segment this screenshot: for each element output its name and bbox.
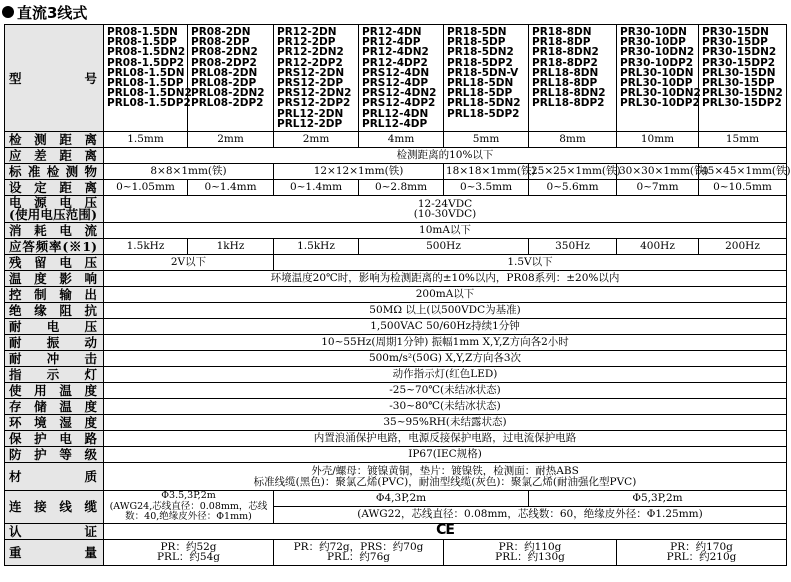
temp-effect-value: 环境温度20℃时，影响为检测距离的±10%以内，PR08系列：±20%以内 [104, 271, 787, 287]
label-detect-dist: 检测距离 [5, 132, 104, 148]
ce-mark-icon: CE [436, 522, 454, 539]
model-cell: PR18-8DN PR18-8DP PR18-8DN2 PR18-8DP2 PRL18-8DN PRL18-8DP PRL18-8DN2 PRL18-8DP2 [529, 25, 617, 132]
vibration-value: 10~55Hz(周期1分钟) 振幅1mm X,Y,Z方向各2小时 [104, 335, 787, 351]
detect-dist-cell: 2mm [188, 132, 274, 148]
weight-cell: PR：约110g PRL：约130g [444, 539, 617, 565]
set-dist-cell: 0~1.4mm [274, 180, 359, 196]
row-material [5, 463, 787, 491]
label-hysteresis: 应差距离 [5, 148, 104, 164]
model-cell: PR12-2DN PR12-2DP PR12-2DN2 PR12-2DP2 PRS12-2DN PRS12-2DP PRS12-2DN2 PRS12-2DP2 PRL12-2DN PRL12-2DP [274, 25, 359, 132]
detect-dist-cell: 8mm [529, 132, 617, 148]
row-cable-top [5, 491, 787, 507]
model-cell: PR30-10DN PR30-10DP PR30-10DN2 PR30-10DP2 PRL30-10DN PRL30-10DP PRL30-10DN2 PRL30-10DP2 [617, 25, 699, 132]
detect-dist-cell: 10mm [617, 132, 699, 148]
row-vibration [5, 335, 787, 351]
label-power-voltage-main: 电源电压 [9, 195, 97, 211]
cable-cell-b: Φ4,3P,2m [274, 491, 529, 507]
std-target-cell: 25×25×1mm(铁) [529, 164, 617, 180]
label-response: 应答频率(※1) [5, 239, 104, 255]
spec-table [4, 24, 791, 566]
residual-cell: 2V以下 [104, 255, 274, 271]
row-std-target [5, 164, 787, 180]
control-output-value: 200mA以下 [104, 287, 787, 303]
cable-cell-bc: (AWG22，芯线直径：0.08mm，芯线数：60，绝缘皮外径：Φ1.25mm) [274, 506, 787, 523]
hysteresis-value: 检测距离的10%以下 [104, 148, 787, 164]
row-weight [5, 539, 787, 565]
cable-cell-a: Φ3.5,3P,2m (AWG24,芯线直径：0.08mm，芯线 数：40,绝缘皮外径：Φ1mm) [104, 491, 274, 524]
detect-dist-cell: 2mm [274, 132, 359, 148]
label-storage-temp: 存储温度 [5, 399, 104, 415]
row-hysteresis [5, 148, 787, 164]
response-cell: 1kHz [188, 239, 274, 255]
detect-dist-cell: 1.5mm [104, 132, 188, 148]
row-model [5, 25, 787, 132]
weight-cell: PR：约72g，PRS：约70g PRL：约76g [274, 539, 444, 565]
row-cert [5, 523, 787, 539]
label-power-voltage-sub: (使用电压范围) [9, 207, 97, 223]
cert-value [104, 523, 787, 539]
row-withstand-voltage [5, 319, 787, 335]
label-control-output: 控制输出 [5, 287, 104, 303]
row-env-humidity [5, 415, 787, 431]
row-insulation [5, 303, 787, 319]
row-current [5, 223, 787, 239]
weight-cell: PR：约170g PRL：约210g [617, 539, 787, 565]
bullet-icon [2, 6, 14, 18]
response-cell: 400Hz [617, 239, 699, 255]
std-target-cell: 30×30×1mm(铁) [617, 164, 699, 180]
set-dist-cell: 0~10.5mm [699, 180, 787, 196]
use-temp-value: -25~70℃(未结冰状态) [104, 383, 787, 399]
detect-dist-cell: 5mm [444, 132, 529, 148]
shock-value: 500m/s²(50G) X,Y,Z方向各3次 [104, 351, 787, 367]
label-cert: 认证 [5, 523, 104, 539]
section-title [2, 1, 87, 23]
model-cell: PR30-15DN PR30-15DP PR30-15DN2 PR30-15DP2 PRL30-15DN PRL30-15DP PRL30-15DN2 PRL30-15DP2 [699, 25, 787, 132]
current-value: 10mA以下 [104, 223, 787, 239]
row-shock [5, 351, 787, 367]
cable-cell-c: Φ5,3P,2m [529, 491, 787, 507]
protection-circuit-value: 内置浪涌保护电路，电源反接保护电路，过电流保护电路 [104, 431, 787, 447]
row-power-voltage [5, 196, 787, 223]
label-std-target: 标准检测物 [5, 164, 104, 180]
storage-temp-value: -30~80℃(未结冰状态) [104, 399, 787, 415]
label-shock: 耐冲击 [5, 351, 104, 367]
protection-grade-value: IP67(IEC规格) [104, 447, 787, 463]
row-protection-grade [5, 447, 787, 463]
label-set-dist: 设定距离 [5, 180, 104, 196]
set-dist-cell: 0~3.5mm [444, 180, 529, 196]
set-dist-cell: 0~1.4mm [188, 180, 274, 196]
section-title-text: 直流3线式 [17, 3, 88, 22]
label-residual: 残留电压 [5, 255, 104, 271]
set-dist-cell: 0~5.6mm [529, 180, 617, 196]
withstand-voltage-value: 1,500VAC 50/60Hz持续1分钟 [104, 319, 787, 335]
label-insulation: 绝缘阻抗 [5, 303, 104, 319]
set-dist-cell: 0~1.05mm [104, 180, 188, 196]
weight-cell: PR：约52g PRL：约54g [104, 539, 274, 565]
response-cell: 200Hz [699, 239, 787, 255]
set-dist-cell: 0~2.8mm [359, 180, 444, 196]
label-protection-grade: 防护等级 [5, 447, 104, 463]
std-target-cell: 8×8×1mm(铁) [104, 164, 274, 180]
residual-cell: 1.5V以下 [274, 255, 787, 271]
set-dist-cell: 0~7mm [617, 180, 699, 196]
row-response [5, 239, 787, 255]
label-temp-effect: 温度影响 [5, 271, 104, 287]
row-temp-effect [5, 271, 787, 287]
row-set-dist [5, 180, 787, 196]
response-cell: 1.5kHz [274, 239, 359, 255]
label-withstand-voltage: 耐电压 [5, 319, 104, 335]
model-cell: PR12-4DN PR12-4DP PR12-4DN2 PR12-4DP2 PRS12-4DN PRS12-4DP PRS12-4DN2 PRS12-4DP2 PRL12-4DN PRL12-4DP [359, 25, 444, 132]
label-weight: 重量 [5, 539, 104, 565]
power-voltage-value: 12-24VDC (10-30VDC) [104, 196, 787, 223]
label-use-temp: 使用温度 [5, 383, 104, 399]
model-cell: PR08-1.5DN PR08-1.5DP PR08-1.5DN2 PR08-1.5DP2 PRL08-1.5DN PRL08-1.5DP PRL08-1.5DN2 PRL08-1.5DP2 [104, 25, 188, 132]
model-cell: PR08-2DN PR08-2DP PR08-2DN2 PR08-2DP2 PRL08-2DN PRL08-2DP PRL08-2DN2 PRL08-2DP2 [188, 25, 274, 132]
env-humidity-value: 35~95%RH(未结露状态) [104, 415, 787, 431]
std-target-cell: 18×18×1mm(铁) [444, 164, 529, 180]
label-vibration: 耐振动 [5, 335, 104, 351]
response-cell: 1.5kHz [104, 239, 188, 255]
label-env-humidity: 环境湿度 [5, 415, 104, 431]
insulation-value: 50MΩ 以上(以500VDC为基准) [104, 303, 787, 319]
label-power-voltage [5, 196, 104, 223]
row-protection-circuit [5, 431, 787, 447]
row-storage-temp [5, 399, 787, 415]
model-cell: PR18-5DN PR18-5DP PR18-5DN2 PR18-5DP2 PR18-5DN-V PRL18-5DN PRL18-5DP PRL18-5DN2 PRL18-5DP2 [444, 25, 529, 132]
material-value: 外壳/螺母：镀镍黄铜，垫片：镀镍铁，检测面：耐热ABS 标准线缆(黑色)：聚氯乙烯(PVC)，耐油型线缆(灰色)：聚氯乙烯(耐油强化型PVC) [104, 463, 787, 491]
row-residual [5, 255, 787, 271]
row-use-temp [5, 383, 787, 399]
response-cell: 500Hz [359, 239, 529, 255]
row-indicator [5, 367, 787, 383]
label-current: 消耗电流 [5, 223, 104, 239]
label-material: 材质 [5, 463, 104, 491]
label-protection-circuit: 保护电路 [5, 431, 104, 447]
label-cable: 连接线缆 [5, 491, 104, 524]
detect-dist-cell: 15mm [699, 132, 787, 148]
std-target-cell: 45×45×1mm(铁) [699, 164, 787, 180]
response-cell: 350Hz [529, 239, 617, 255]
indicator-value: 动作指示灯(红色LED) [104, 367, 787, 383]
row-detect-dist [5, 132, 787, 148]
row-control-output [5, 287, 787, 303]
detect-dist-cell: 4mm [359, 132, 444, 148]
std-target-cell: 12×12×1mm(铁) [274, 164, 444, 180]
label-indicator: 指示灯 [5, 367, 104, 383]
label-model: 型 号 [5, 25, 104, 132]
